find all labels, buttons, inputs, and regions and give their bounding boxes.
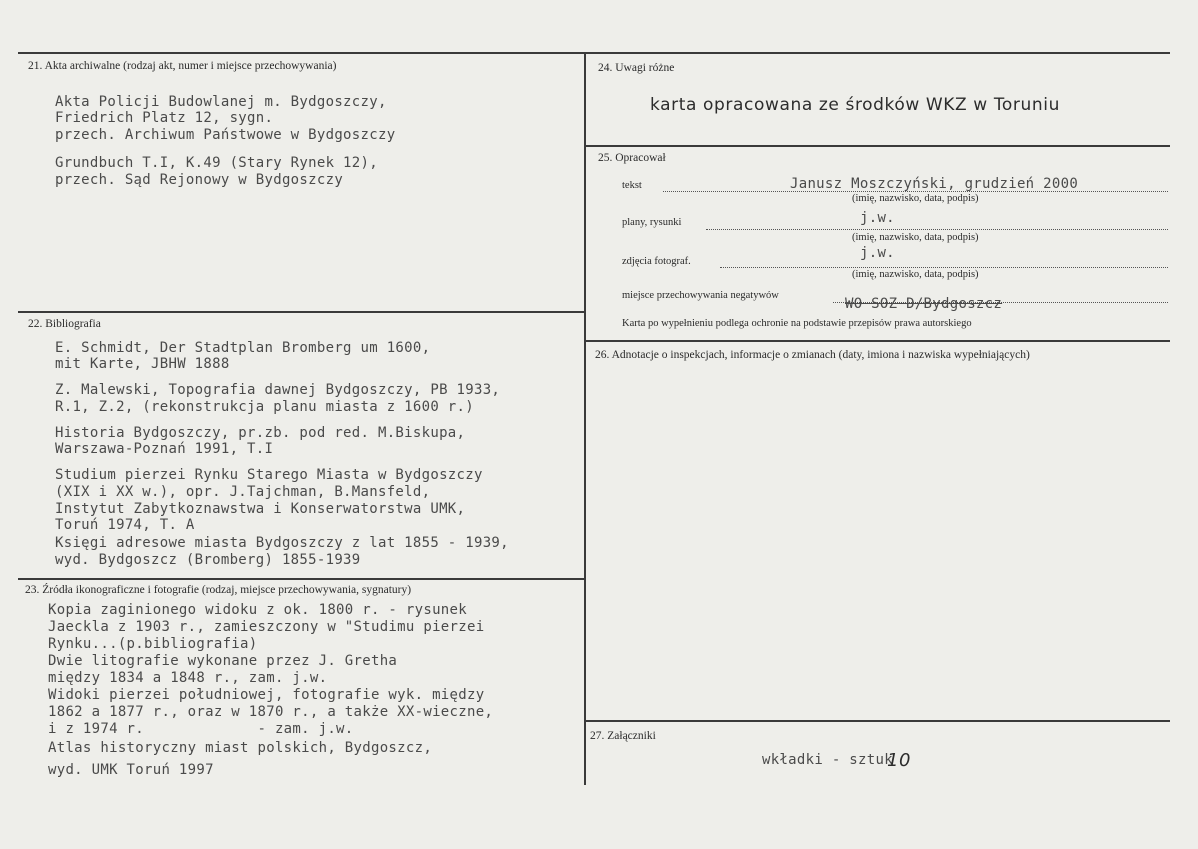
- section-23-line: Atlas historyczny miast polskich, Bydgoszcz,: [48, 740, 433, 756]
- section-22-line: Instytut Zabytkoznawstwa i Konserwatorstwa UMK,: [55, 501, 466, 517]
- tekst-label: tekst: [622, 180, 642, 191]
- plany-dotted-line: [706, 229, 1168, 230]
- section-23-line: Rynku...(p.bibliografia): [48, 636, 258, 652]
- section-22-line: mit Karte, JBHW 1888: [55, 356, 230, 372]
- section-22-line: (XIX i XX w.), opr. J.Tajchman, B.Mansfeld,: [55, 484, 431, 500]
- section-22-line: wyd. Bydgoszcz (Bromberg) 1855-1939: [55, 552, 361, 568]
- section-22-line: Warszawa-Poznań 1991, T.I: [55, 441, 274, 457]
- negatywy-value: WO SOZ D/Bydgoszcz: [845, 296, 1003, 312]
- section-23-header: 23. Źródła ikonograficzne i fotografie (rodzaj, miejsce przechowywania, sygnatury): [25, 584, 412, 596]
- section-25-header: 25. Opracował: [598, 152, 666, 164]
- section-27-header: 27. Załączniki: [590, 730, 656, 742]
- copyright-notice: Karta po wypełnieniu podlega ochronie na podstawie przepisów prawa autorskiego: [622, 318, 972, 329]
- divider-22-23: [18, 578, 586, 580]
- section-24-note: karta opracowana ze środków WKZ w Toruniu: [650, 95, 1060, 115]
- section-21-line: przech. Sąd Rejonowy w Bydgoszczy: [55, 172, 344, 188]
- zdjecia-dotted-line: [720, 267, 1168, 268]
- zdjecia-value: j.w.: [860, 245, 895, 261]
- section-21-line: Friedrich Platz 12, sygn.: [55, 110, 274, 126]
- section-22-line: Studium pierzei Rynku Starego Miasta w Bydgoszczy: [55, 467, 483, 483]
- attachments-count: 10: [887, 750, 912, 771]
- section-24-header: 24. Uwagi różne: [598, 62, 675, 74]
- middle-divider: [584, 52, 586, 785]
- section-23-line: wyd. UMK Toruń 1997: [48, 762, 214, 778]
- plany-label: plany, rysunki: [622, 217, 682, 228]
- section-22-line: Z. Malewski, Topografia dawnej Bydgoszczy, PB 1933,: [55, 382, 501, 398]
- section-21-line: przech. Archiwum Państwowe w Bydgoszczy: [55, 127, 396, 143]
- section-23-line: 1862 a 1877 r., oraz w 1870 r., a także XX-wieczne,: [48, 704, 494, 720]
- section-23-line: Kopia zaginionego widoku z ok. 1800 r. - rysunek: [48, 602, 467, 618]
- top-border: [18, 52, 1170, 54]
- section-21-header: 21. Akta archiwalne (rodzaj akt, numer i miejsce przechowywania): [28, 60, 337, 72]
- divider-25-26: [586, 340, 1170, 342]
- zdjecia-label: zdjęcia fotograf.: [622, 256, 691, 267]
- plany-value: j.w.: [860, 210, 895, 226]
- section-23-line: Jaeckla z 1903 r., zamieszczony w "Studimu pierzei: [48, 619, 485, 635]
- section-22-line: Księgi adresowe miasta Bydgoszczy z lat 1855 - 1939,: [55, 535, 509, 551]
- zdjecia-hint: (imię, nazwisko, data, podpis): [852, 269, 979, 280]
- divider-26-27: [586, 720, 1170, 722]
- section-26-header: 26. Adnotacje o inspekcjach, informacje o zmianach (daty, imiona i nazwiska wypełniających): [595, 349, 1030, 361]
- tekst-hint: (imię, nazwisko, data, podpis): [852, 193, 979, 204]
- tekst-value: Janusz Moszczyński, grudzień 2000: [790, 176, 1079, 192]
- section-21-line: Grundbuch T.I, K.49 (Stary Rynek 12),: [55, 155, 378, 171]
- section-22-line: Toruń 1974, T. A: [55, 517, 195, 533]
- section-23-line: Widoki pierzei południowej, fotografie wyk. między: [48, 687, 485, 703]
- plany-hint: (imię, nazwisko, data, podpis): [852, 232, 979, 243]
- section-23-line: i z 1974 r. - zam. j.w.: [48, 721, 354, 737]
- section-22-line: E. Schmidt, Der Stadtplan Bromberg um 1600,: [55, 340, 431, 356]
- section-21-line: Akta Policji Budowlanej m. Bydgoszczy,: [55, 94, 387, 110]
- section-23-line: między 1834 a 1848 r., zam. j.w.: [48, 670, 328, 686]
- section-23-line: Dwie litografie wykonane przez J. Gretha: [48, 653, 398, 669]
- divider-24-25: [586, 145, 1170, 147]
- section-22-line: Historia Bydgoszczy, pr.zb. pod red. M.Biskupa,: [55, 425, 466, 441]
- divider-21-22: [18, 311, 586, 313]
- negatywy-label: miejsce przechowywania negatywów: [622, 290, 779, 301]
- attachments-value: wkładki - sztuk: [762, 752, 893, 768]
- section-22-line: R.1, Z.2, (rekonstrukcja planu miasta z 1600 r.): [55, 399, 474, 415]
- section-22-header: 22. Bibliografia: [28, 318, 101, 330]
